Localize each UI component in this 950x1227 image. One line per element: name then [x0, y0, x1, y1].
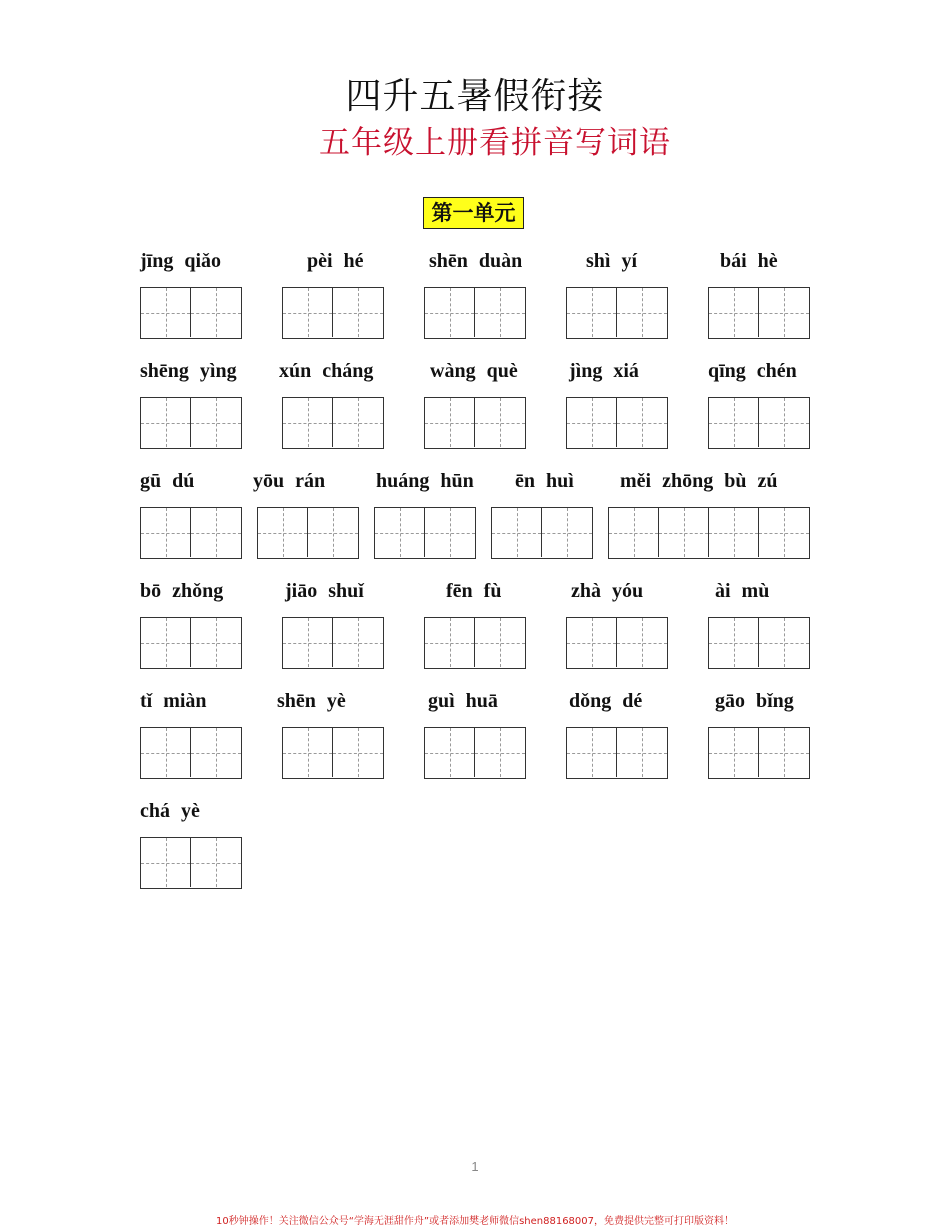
writing-box[interactable]: [424, 397, 526, 449]
writing-cell[interactable]: [475, 618, 525, 667]
writing-box[interactable]: [140, 837, 242, 889]
writing-box[interactable]: [708, 397, 810, 449]
pinyin-label: huáng hūn: [376, 470, 474, 492]
pinyin-label: ēn huì: [515, 470, 574, 492]
writing-cell[interactable]: [617, 288, 667, 337]
writing-cell[interactable]: [759, 288, 809, 337]
writing-box[interactable]: [282, 287, 384, 339]
pinyin-label: jìng xiá: [569, 360, 639, 382]
writing-cell[interactable]: [659, 508, 709, 557]
writing-cell[interactable]: [191, 508, 241, 557]
pinyin-label: dǒng dé: [569, 690, 643, 712]
writing-cell[interactable]: [258, 508, 308, 557]
pinyin-label: guì huā: [428, 690, 498, 712]
writing-box[interactable]: [708, 727, 810, 779]
pinyin-label: bō zhǒng: [140, 580, 224, 602]
writing-box[interactable]: [282, 727, 384, 779]
writing-box[interactable]: [566, 397, 668, 449]
unit-label: 第一单元: [423, 197, 524, 229]
writing-cell[interactable]: [283, 398, 333, 447]
writing-cell[interactable]: [191, 288, 241, 337]
pinyin-label: tǐ miàn: [140, 690, 207, 712]
writing-box[interactable]: [424, 287, 526, 339]
writing-cell[interactable]: [425, 398, 475, 447]
writing-box[interactable]: [424, 727, 526, 779]
pinyin-label: shēng yìng: [140, 360, 237, 382]
writing-cell[interactable]: [425, 618, 475, 667]
writing-cell[interactable]: [709, 728, 759, 777]
writing-cell[interactable]: [425, 508, 475, 557]
writing-cell[interactable]: [567, 288, 617, 337]
writing-cell[interactable]: [308, 508, 358, 557]
writing-cell[interactable]: [475, 288, 525, 337]
writing-cell[interactable]: [709, 508, 759, 557]
writing-cell[interactable]: [333, 728, 383, 777]
writing-cell[interactable]: [141, 838, 191, 887]
writing-cell[interactable]: [333, 398, 383, 447]
writing-box[interactable]: [608, 507, 810, 559]
writing-cell[interactable]: [542, 508, 592, 557]
writing-cell[interactable]: [567, 618, 617, 667]
pinyin-label: xún cháng: [279, 360, 374, 382]
pinyin-label: gū dú: [140, 470, 195, 492]
writing-box[interactable]: [566, 287, 668, 339]
writing-cell[interactable]: [425, 728, 475, 777]
writing-box[interactable]: [708, 617, 810, 669]
writing-cell[interactable]: [333, 288, 383, 337]
writing-cell[interactable]: [617, 618, 667, 667]
footer-note: 10秒钟操作！关注微信公众号“学海无涯甜作舟”或者添加樊老师微信shen88168007，免费提供完整可打印版资料！: [215, 1216, 735, 1227]
writing-box[interactable]: [140, 507, 242, 559]
writing-cell[interactable]: [617, 398, 667, 447]
writing-box[interactable]: [140, 617, 242, 669]
writing-cell[interactable]: [759, 508, 809, 557]
page-subtitle: 五年级上册看拼音写词语: [319, 125, 671, 161]
writing-box[interactable]: [424, 617, 526, 669]
writing-cell[interactable]: [475, 728, 525, 777]
writing-cell[interactable]: [425, 288, 475, 337]
writing-cell[interactable]: [709, 618, 759, 667]
writing-box[interactable]: [140, 727, 242, 779]
writing-cell[interactable]: [141, 398, 191, 447]
writing-cell[interactable]: [141, 288, 191, 337]
writing-cell[interactable]: [141, 618, 191, 667]
writing-cell[interactable]: [191, 728, 241, 777]
pinyin-label: shēn duàn: [429, 250, 523, 272]
writing-box[interactable]: [566, 617, 668, 669]
pinyin-label: yōu rán: [253, 470, 326, 492]
writing-box[interactable]: [708, 287, 810, 339]
writing-cell[interactable]: [475, 398, 525, 447]
writing-cell[interactable]: [759, 398, 809, 447]
pinyin-label: shì yí: [586, 250, 638, 272]
writing-cell[interactable]: [283, 728, 333, 777]
writing-box[interactable]: [282, 617, 384, 669]
writing-box[interactable]: [282, 397, 384, 449]
pinyin-label: pèi hé: [307, 250, 364, 272]
writing-cell[interactable]: [567, 398, 617, 447]
writing-cell[interactable]: [141, 508, 191, 557]
page-title: 四升五暑假衔接: [345, 76, 605, 117]
writing-cell[interactable]: [709, 288, 759, 337]
pinyin-label: gāo bǐng: [715, 690, 794, 712]
pinyin-label: shēn yè: [277, 690, 346, 712]
writing-box[interactable]: [374, 507, 476, 559]
writing-cell[interactable]: [609, 508, 659, 557]
pinyin-label: qīng chén: [708, 360, 797, 382]
writing-cell[interactable]: [567, 728, 617, 777]
writing-box[interactable]: [257, 507, 359, 559]
page-number: 1: [471, 1159, 479, 1174]
writing-cell[interactable]: [141, 728, 191, 777]
writing-cell[interactable]: [191, 398, 241, 447]
pinyin-label: zhà yóu: [571, 580, 644, 602]
writing-cell[interactable]: [333, 618, 383, 667]
writing-cell[interactable]: [759, 728, 809, 777]
writing-cell[interactable]: [191, 838, 241, 887]
pinyin-label: fēn fù: [446, 580, 502, 602]
writing-cell[interactable]: [283, 288, 333, 337]
writing-box[interactable]: [491, 507, 593, 559]
writing-cell[interactable]: [375, 508, 425, 557]
writing-box[interactable]: [140, 287, 242, 339]
pinyin-label: jiāo shuǐ: [285, 580, 364, 602]
pinyin-label: bái hè: [720, 250, 778, 272]
writing-cell[interactable]: [759, 618, 809, 667]
writing-cell[interactable]: [492, 508, 542, 557]
writing-cell[interactable]: [283, 618, 333, 667]
pinyin-label: jīng qiǎo: [140, 250, 222, 272]
writing-cell[interactable]: [709, 398, 759, 447]
pinyin-label: chá yè: [140, 800, 200, 822]
writing-cell[interactable]: [617, 728, 667, 777]
pinyin-label: měi zhōng bù zú: [620, 470, 778, 492]
writing-cell[interactable]: [191, 618, 241, 667]
writing-box[interactable]: [566, 727, 668, 779]
pinyin-label: wàng què: [430, 360, 518, 382]
pinyin-label: ài mù: [715, 580, 770, 602]
writing-box[interactable]: [140, 397, 242, 449]
